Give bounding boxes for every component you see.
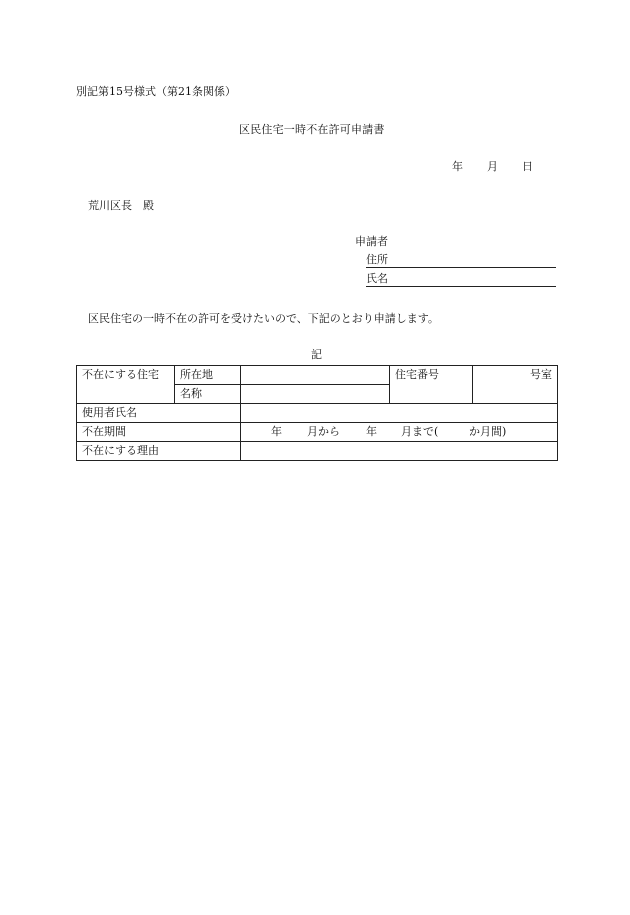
name-label: 名称 xyxy=(175,385,241,404)
date-day: 日 xyxy=(522,160,533,173)
table-row xyxy=(77,366,558,385)
period-label: 不在期間 xyxy=(77,423,241,442)
name-value-cell[interactable] xyxy=(241,385,390,404)
table-row xyxy=(77,423,558,442)
period-text xyxy=(246,423,552,441)
user-name-value-cell[interactable] xyxy=(241,404,558,423)
location-value-cell[interactable] xyxy=(241,366,390,385)
applicant-address-field[interactable] xyxy=(366,253,556,268)
applicant-name-field[interactable] xyxy=(366,272,556,287)
table-row xyxy=(77,404,558,423)
housing-label: 不在にする住宅 xyxy=(77,366,175,404)
unit-number-label: 住宅番号 xyxy=(390,366,473,404)
period-from-month: 月から xyxy=(307,425,340,438)
table-row xyxy=(77,442,558,461)
record-label: 記 xyxy=(311,348,322,361)
request-statement: 区民住宅の一時不在の許可を受けたいので、下記のとおり申請します。 xyxy=(88,312,439,325)
period-months: か月間) xyxy=(469,425,507,438)
reason-value-cell[interactable] xyxy=(241,442,558,461)
period-from-year: 年 xyxy=(271,425,282,438)
reason-label: 不在にする理由 xyxy=(77,442,241,461)
application-table xyxy=(76,365,558,461)
addressee: 荒川区長 殿 xyxy=(88,199,154,212)
location-label: 所在地 xyxy=(175,366,241,385)
room-suffix: 号室 xyxy=(530,368,552,381)
date-year: 年 xyxy=(452,160,463,173)
form-number: 別記第15号様式（第21条関係） xyxy=(76,85,236,98)
applicant-address-label: 住所 xyxy=(366,253,388,266)
document-title: 区民住宅一時不在許可申請書 xyxy=(239,123,385,136)
period-value-cell[interactable] xyxy=(241,423,558,442)
applicant-label: 申請者 xyxy=(355,235,388,248)
date-month: 月 xyxy=(487,160,498,173)
room-number-cell[interactable] xyxy=(473,366,558,404)
period-to-year: 年 xyxy=(366,425,377,438)
applicant-name-label: 氏名 xyxy=(366,272,388,285)
user-name-label: 使用者氏名 xyxy=(77,404,241,423)
period-to-month: 月まで( xyxy=(401,425,439,438)
